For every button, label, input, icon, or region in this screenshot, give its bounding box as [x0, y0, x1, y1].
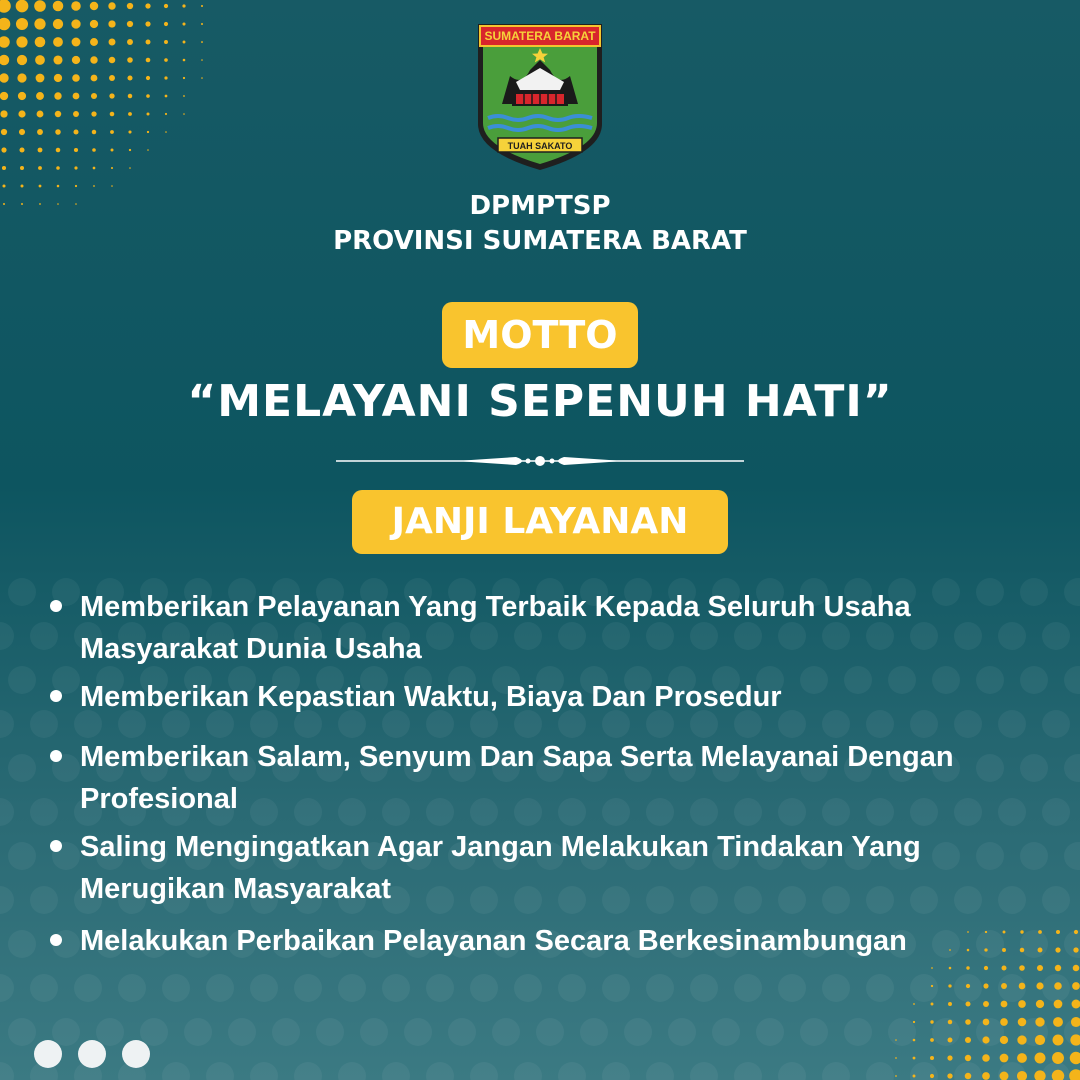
org-name-line-1: DPMPTSP — [469, 191, 611, 221]
logo-banner-text: SUMATERA BARAT — [484, 29, 596, 43]
list-item — [80, 586, 1070, 670]
list-item-line: Masyarakat Dunia Usaha — [80, 633, 422, 665]
list-item — [80, 826, 1070, 910]
sumatera-barat-emblem-icon — [474, 20, 606, 172]
list-item — [80, 736, 1070, 820]
list-item-line: Profesional — [80, 783, 238, 815]
list-item — [80, 920, 1070, 962]
bullet-icon — [50, 690, 62, 702]
list-item — [80, 676, 1070, 718]
bullet-icon — [50, 600, 62, 612]
org-name-line-2: PROVINSI SUMATERA BARAT — [333, 226, 747, 256]
motto-label-badge: MOTTO — [442, 302, 638, 368]
logo-ribbon-text: TUAH SAKATO — [507, 141, 573, 151]
bullet-icon — [50, 750, 62, 762]
list-item-line: Memberikan Pelayanan Yang Terbaik Kepada Seluruh Usaha — [80, 591, 911, 623]
bullet-icon — [50, 840, 62, 852]
list-item-line: Memberikan Kepastian Waktu, Biaya Dan Prosedur — [80, 681, 782, 713]
janji-layanan-label-badge: JANJI LAYANAN — [352, 490, 728, 554]
carousel-dot[interactable] — [78, 1040, 106, 1068]
list-item-line: Memberikan Salam, Senyum Dan Sapa Serta Melayanai Dengan — [80, 741, 954, 773]
ornamental-divider — [336, 450, 744, 472]
bullet-icon — [50, 934, 62, 946]
carousel-dot[interactable] — [34, 1040, 62, 1068]
motto-slogan: “MELAYANI SEPENUH HATI” — [187, 376, 893, 427]
carousel-dot[interactable] — [122, 1040, 150, 1068]
list-item-line: Saling Mengingatkan Agar Jangan Melakukan Tindakan Yang — [80, 831, 921, 863]
list-item-line: Melakukan Perbaikan Pelayanan Secara Berkesinambungan — [80, 925, 907, 957]
list-item-line: Merugikan Masyarakat — [80, 873, 392, 905]
